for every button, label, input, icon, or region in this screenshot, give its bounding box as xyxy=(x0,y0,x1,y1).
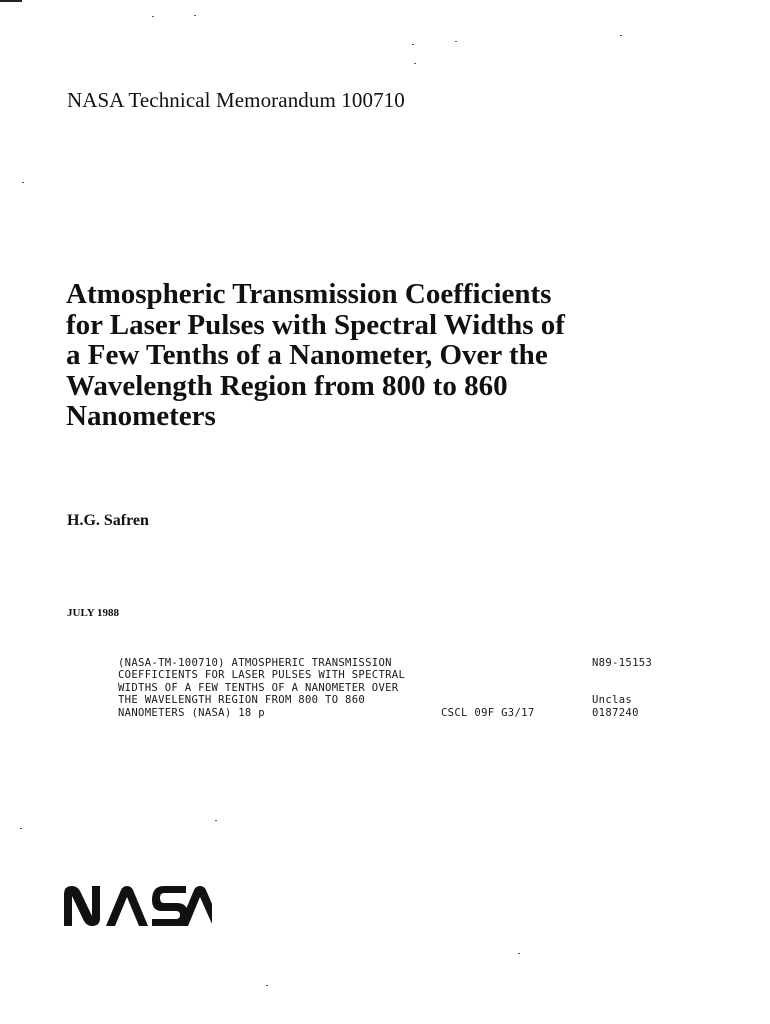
document-id: 0187240 xyxy=(592,706,639,719)
citation-line: (NASA-TM-100710) ATMOSPHERIC TRANSMISSION xyxy=(118,657,392,669)
scan-speck xyxy=(20,828,22,829)
scan-speck xyxy=(455,41,457,42)
title-line: Atmospheric Transmission Coefficients xyxy=(66,278,552,310)
nasa-worm-logo-icon xyxy=(62,880,212,930)
title-line: a Few Tenths of a Nanometer, Over the xyxy=(66,339,548,371)
publication-date: JULY 1988 xyxy=(67,607,120,619)
scan-speck xyxy=(620,35,622,36)
memorandum-number: NASA Technical Memorandum 100710 xyxy=(67,88,405,112)
report-citation-block xyxy=(118,657,698,719)
accession-number: N89-15153 xyxy=(592,657,653,669)
citation-line: NANOMETERS (NASA) 18 p xyxy=(118,706,265,719)
citation-line: THE WAVELENGTH REGION FROM 800 TO 860 xyxy=(118,694,366,707)
citation-line: COEFFICIENTS FOR LASER PULSES WITH SPECTRAL xyxy=(118,669,406,682)
citation-row xyxy=(118,657,698,669)
citation-row xyxy=(118,669,698,681)
scan-speck xyxy=(266,985,268,986)
title-line: Wavelength Region from 800 to 860 xyxy=(66,369,508,402)
scan-edge-mark xyxy=(0,0,22,2)
title-line: for Laser Pulses with Spectral Widths of xyxy=(66,308,565,341)
title-line: Nanometers xyxy=(66,400,216,432)
scan-speck xyxy=(194,15,196,16)
citation-row xyxy=(118,694,698,706)
scan-speck xyxy=(152,16,154,17)
citation-line: WIDTHS OF A FEW TENTHS OF A NANOMETER OVER xyxy=(118,681,399,694)
document-title xyxy=(66,279,686,432)
scan-speck xyxy=(215,820,217,821)
citation-row xyxy=(118,707,698,719)
citation-row xyxy=(118,682,698,694)
scan-speck xyxy=(518,953,520,954)
scan-speck xyxy=(414,63,416,64)
scan-speck xyxy=(412,44,414,45)
author-name: H.G. Safren xyxy=(67,512,149,529)
scan-speck xyxy=(22,182,24,183)
cscl-code: CSCL 09F G3/17 xyxy=(441,706,535,719)
classification-label: Unclas xyxy=(592,694,633,707)
